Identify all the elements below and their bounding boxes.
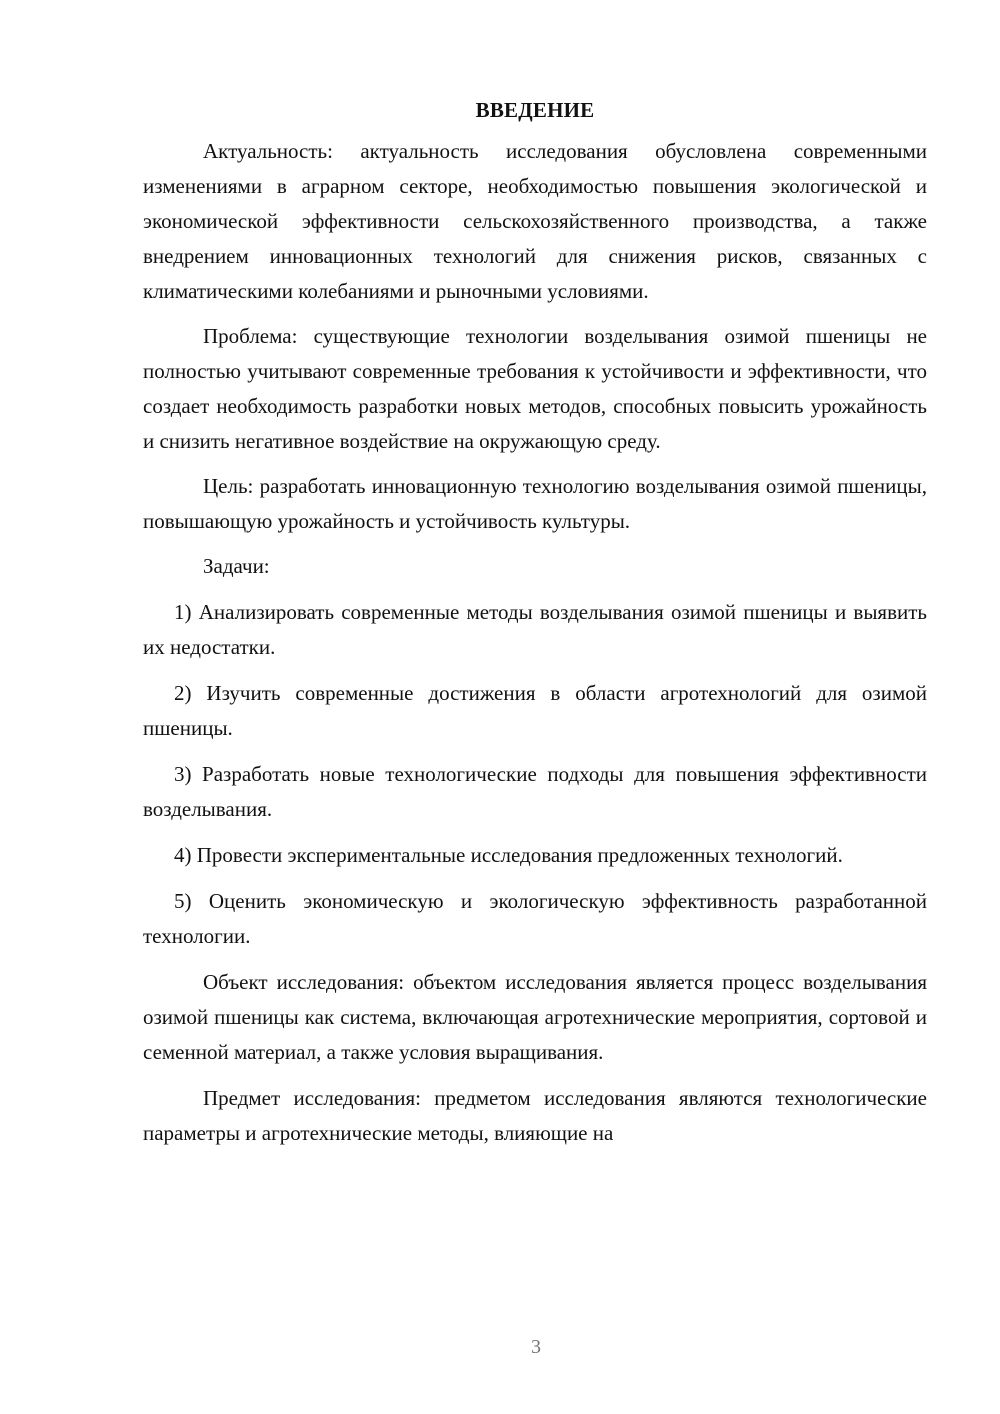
page-content [143, 96, 927, 1151]
page-title: ВВЕДЕНИЕ [475, 98, 595, 122]
task-item-3: 3) Разработать новые технологические подходы для повышения эффективности возделывания. [143, 762, 927, 821]
task-item-2: 2) Изучить современные достижения в области агротехнологий для озимой пшеницы. [143, 681, 927, 740]
paragraph-relevance: Актуальность: актуальность исследования обусловлена современными изменениями в аграрном секторе, необходимостью повышения экологической и экономической эффективности сельскохозяйственного производства, а также внедрением инновационных технологий для снижения рисков, связанных с климатическими колебаниями и рыночными условиями. [143, 139, 927, 303]
task-item-4: 4) Провести экспериментальные исследования предложенных технологий. [174, 843, 843, 867]
task-item-5: 5) Оценить экономическую и экологическую эффективность разработанной технологии. [143, 889, 927, 948]
paragraph-subject: Предмет исследования: предметом исследования являются технологические параметры и агротехнические методы, влияющие на [143, 1086, 927, 1145]
paragraph-goal: Цель: разработать инновационную технологию возделывания озимой пшеницы, повышающую урожайность и устойчивость культуры. [143, 474, 927, 533]
paragraph-object: Объект исследования: объектом исследования является процесс возделывания озимой пшеницы как система, включающая агротехнические мероприятия, сортовой и семенной материал, а также условия выращивания. [143, 970, 927, 1064]
page-number: 3 [531, 1336, 541, 1358]
tasks-heading: Задачи: [203, 554, 270, 578]
task-item-1: 1) Анализировать современные методы возделывания озимой пшеницы и выявить их недостатки. [143, 600, 927, 659]
paragraph-problem: Проблема: существующие технологии возделывания озимой пшеницы не полностью учитывают современные требования к устойчивости и эффективности, что создает необходимость разработки новых методов, способных повысить урожайность и снизить негативное воздействие на окружающую среду. [143, 324, 927, 453]
